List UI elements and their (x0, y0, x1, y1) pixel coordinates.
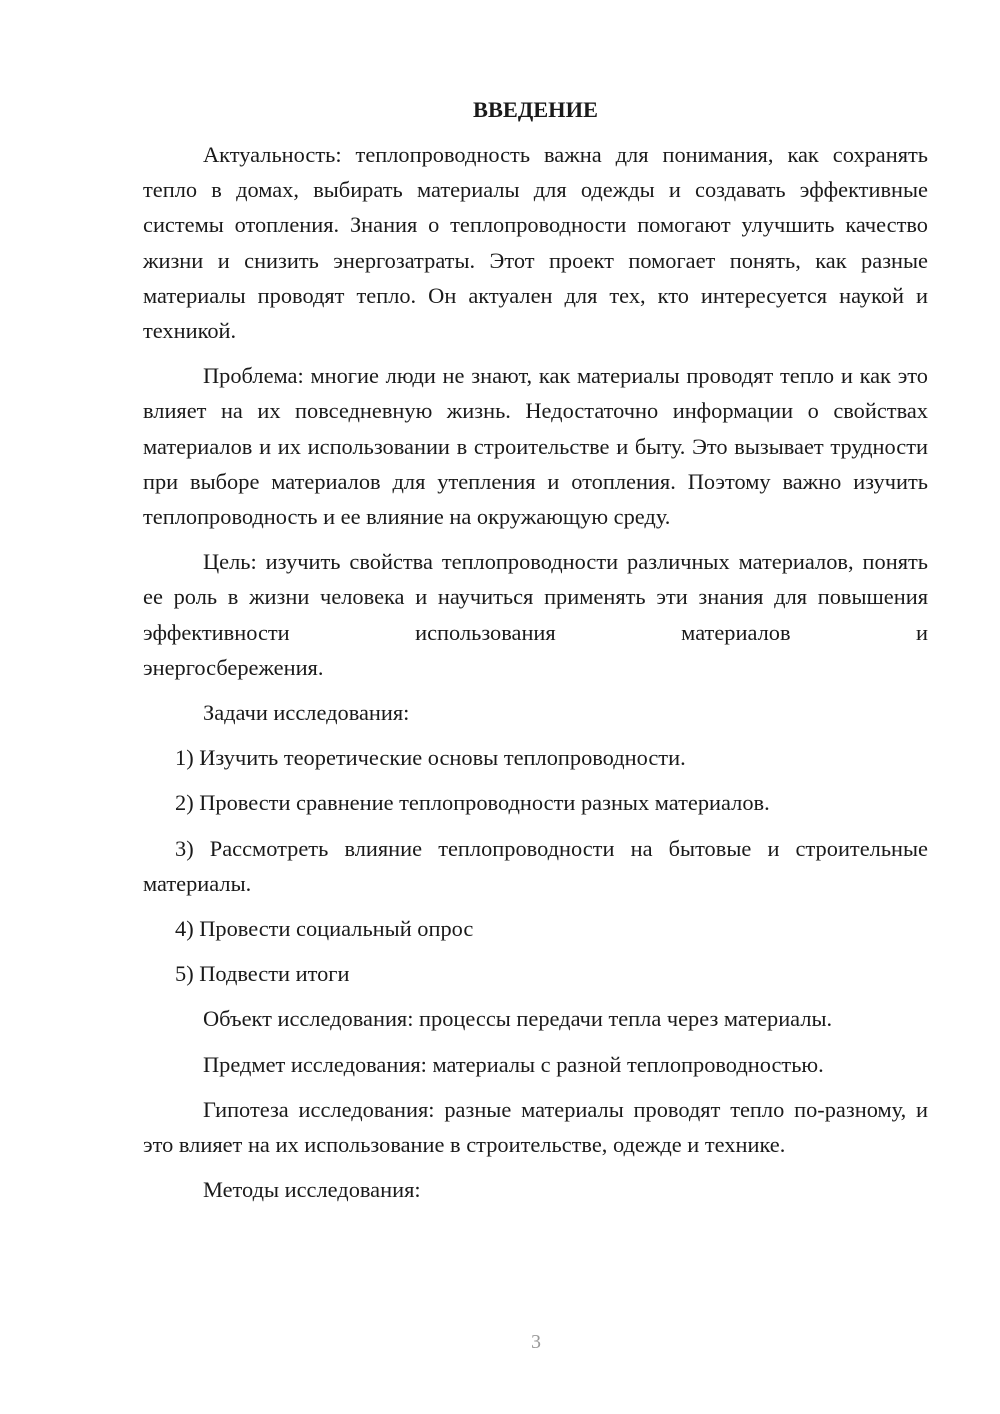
paragraph-problem: Проблема: многие люди не знают, как материалы проводят тепло и как это влияет на их повседневную жизнь. Недостаточно информации о свойствах материалов и их использовании в строительстве и быту. Это вызывает трудности при выборе материалов для утепления и отопления. Поэтому важно изучить теплопроводность и ее влияние на окружающую среду. (143, 363, 928, 530)
paragraph-hypothesis: Гипотеза исследования: разные материалы проводят тепло по-разному, и это влияет на их использование в строительстве, одежде и технике. (143, 1096, 928, 1158)
list-item: 2) Провести сравнение теплопроводности разных материалов. (175, 790, 770, 816)
paragraph-object: Объект исследования: процессы передачи тепла через материалы. (203, 1006, 833, 1032)
document-page (143, 92, 928, 1217)
paragraph-relevance: Актуальность: теплопроводность важна для понимания, как сохранять тепло в домах, выбирать материалы для одежды и создавать эффективные системы отопления. Знания о теплопроводности помогают улучшить качество жизни и снизить энергозатраты. Этот проект помогает понять, как разные материалы проводят тепло. Он актуален для тех, кто интересуется наукой и техникой. (143, 142, 928, 344)
list-item: 3) Рассмотреть влияние теплопроводности на бытовые и строительные материалы. (143, 835, 928, 896)
paragraph-goal-end: энергосбережения. (143, 654, 324, 680)
list-item: 4) Провести социальный опрос (175, 916, 474, 942)
list-item: 1) Изучить теоретические основы теплопроводности. (175, 745, 686, 771)
paragraph-methods-heading: Методы исследования: (203, 1177, 421, 1203)
paragraph-tasks-heading: Задачи исследования: (203, 700, 410, 726)
list-item: 5) Подвести итоги (175, 961, 350, 987)
page-title: ВВЕДЕНИЕ (473, 97, 598, 122)
page-number: 3 (531, 1331, 541, 1353)
paragraph-subject: Предмет исследования: материалы с разной теплопроводностью. (203, 1051, 824, 1077)
paragraph-goal: Цель: изучить свойства теплопроводности различных материалов, понять ее роль в жизни человека и научиться применять эти знания для повышения эффективности использования материалов и (143, 549, 928, 645)
